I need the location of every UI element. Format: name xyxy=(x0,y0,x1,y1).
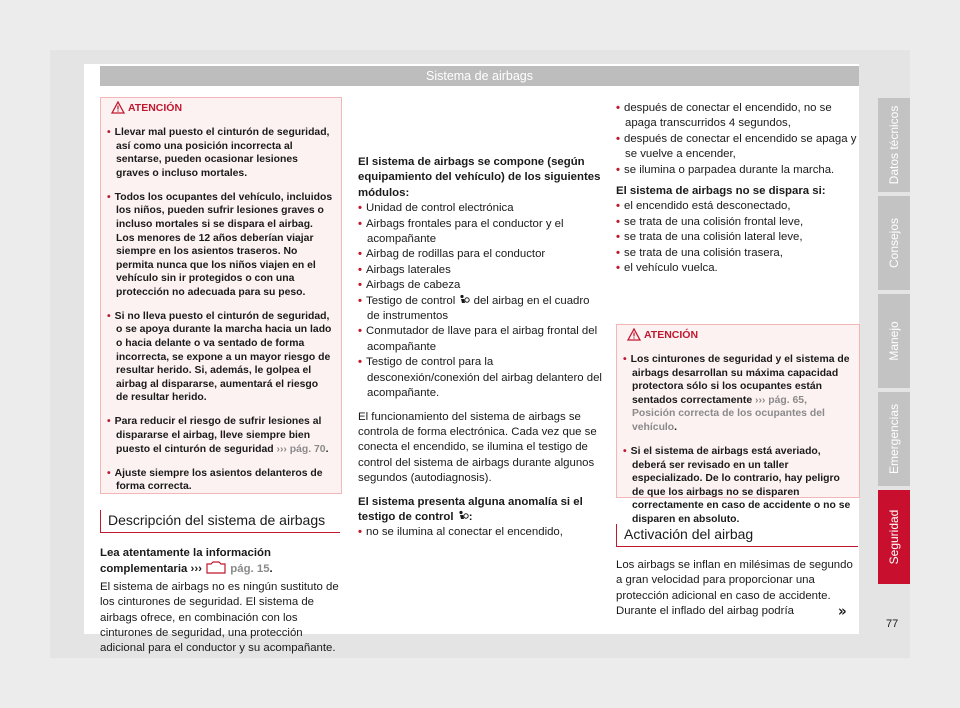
nofire-item: • se trata de una colisión trasera, xyxy=(616,246,783,259)
tab-manejo[interactable]: Manejo xyxy=(878,294,910,388)
warning-box-1 xyxy=(100,97,342,494)
intro-paragraph: Lea atentamente la información complementaria ››› pág. 15. xyxy=(100,547,273,576)
anomaly-item: • después de conectar el encendido, no se apaga transcurridos 4 segundos, xyxy=(616,102,832,130)
body-paragraph: El funcionamiento del sistema de airbags se controla de forma electrónica. Cada vez que se conecta el encendido, se ilumina el testigo de control del sistema de airbags durante algunos segundos (autodiagnosis). xyxy=(358,410,597,485)
warning-triangle-icon xyxy=(111,101,125,114)
module-item: • Airbags frontales para el conductor y el acompañante xyxy=(358,217,564,246)
warning-item: • Si el sistema de airbags está averiado, deberá ser revisado en un taller especializado. De lo contrario, hay peligro de que los airbags no se disparen correctamente en caso de accidente o no se disparen en absoluto. xyxy=(623,445,851,525)
warning-item: • Todos los ocupantes del vehículo, incluidos los niños, pueden sufrir lesiones graves o incluso mortales si se dispara el airbag. Los menores de 12 años deberían viajar siempre en los asientos traseros. No permita nunca que los niños viajen en el vehículo sin ir protegidos o con una protección no adecuada para su peso. xyxy=(107,191,333,298)
page-header: Sistema de airbags xyxy=(100,66,859,86)
modules-heading: El sistema de airbags se compone (según equipamiento del vehículo) de los siguientes módulos: xyxy=(358,156,601,199)
anomaly-item: • después de conectar el encendido se apaga y se vuelve a encender, xyxy=(616,132,857,161)
middle-column-text xyxy=(358,101,602,541)
page-reference-link[interactable]: pág. 15 xyxy=(230,563,270,576)
warning-item: • Si no lleva puesto el cinturón de seguridad, o se apoya durante la marcha hacia un lado o hacia delante o va sentado de forma incorrecta, se expone a un mayor riesgo de resultar herido. Si, además, le golpea el airbag al dispararse, aumentará el riesgo de resultar herido. xyxy=(107,310,332,404)
right-column-text xyxy=(616,101,858,276)
warning-item: • Los cinturones de seguridad y el sistema de airbags desarrollan su máxima capacidad protectora sólo si los ocupantes están sentados correctamente ››› pág. 65, Posición correcta de los ocupantes del vehículo. xyxy=(623,353,850,433)
tab-consejos[interactable]: Consejos xyxy=(878,196,910,290)
activation-text xyxy=(616,558,858,620)
anomaly-heading: El sistema presenta alguna anomalía si el testigo de control : xyxy=(358,495,583,523)
warning-item: • Llevar mal puesto el cinturón de seguridad, así como una posición incorrecta al sentarse, pueden ocasionar lesiones graves o incluso mortales. xyxy=(107,126,330,179)
anomaly-item: • no se ilumina al conectar el encendido, xyxy=(358,526,563,539)
body-paragraph: El sistema de airbags no es ningún sustituto de los cinturones de seguridad. El sistema de airbags ofrece, en combinación con los cinturones de seguridad, una protección adicional para el conductor y su acompañante. xyxy=(100,580,339,655)
warning-title xyxy=(644,329,859,343)
nofire-item: • el encendido está desconectado, xyxy=(616,200,791,213)
module-item: • Airbag de rodillas para el conductor xyxy=(358,248,546,261)
book-icon xyxy=(205,561,227,574)
airbag-warning-icon xyxy=(458,294,470,306)
module-item: • Airbags de cabeza xyxy=(358,279,461,292)
warning-item: • Ajuste siempre los asientos delanteros de forma correcta. xyxy=(107,467,323,493)
warning-title-text: ATENCIÓN xyxy=(644,329,699,341)
anomaly-item: • se ilumina o parpadea durante la marcha. xyxy=(616,163,835,176)
warning-item: • Para reducir el riesgo de sufrir lesiones al dispararse el airbag, lleve siempre bien puesto el cinturón de seguridad ››› pág. 70. xyxy=(107,416,329,455)
left-column-text xyxy=(100,546,342,657)
tab-datos-tecnicos[interactable]: Datos técnicos xyxy=(878,98,910,192)
nofire-item: • se trata de una colisión frontal leve, xyxy=(616,215,804,228)
airbag-warning-icon xyxy=(457,510,469,522)
body-paragraph: Los airbags se inflan en milésimas de segundo a gran velocidad para proporcionar una protección adicional en caso de accidente. Durante el inflado del airbag podría xyxy=(616,559,853,618)
nofire-heading: El sistema de airbags no se dispara si: xyxy=(616,185,826,198)
warning-title-text: ATENCIÓN xyxy=(128,102,183,114)
section-heading-activation: Activación del airbag xyxy=(616,524,858,547)
nofire-item: • se trata de una colisión lateral leve, xyxy=(616,231,803,244)
module-item: • Testigo de control para la desconexión/conexión del airbag delantero del acompañante. xyxy=(358,356,602,400)
tab-emergencias[interactable]: Emergencias xyxy=(878,392,910,486)
nofire-item: • el vehículo vuelca. xyxy=(616,262,718,275)
module-item: • Unidad de control electrónica xyxy=(358,202,514,215)
page-reference-link[interactable]: ››› pág. 65, Posición correcta de los ocupantes del vehículo xyxy=(632,394,825,433)
page-reference-link[interactable]: ››› pág. 70 xyxy=(276,443,326,455)
module-item: • Airbags laterales xyxy=(358,263,451,276)
tab-seguridad[interactable]: Seguridad xyxy=(878,490,910,584)
warning-triangle-icon xyxy=(627,328,641,341)
page-number: 77 xyxy=(886,618,899,630)
continue-arrow: » xyxy=(838,602,847,620)
module-item: • Conmutador de llave para el airbag frontal del acompañante xyxy=(358,325,598,353)
warning-box-2 xyxy=(616,324,860,525)
warning-title xyxy=(128,102,341,116)
module-item: • Testigo de control del airbag en el cuadro de instrumentos xyxy=(358,294,590,323)
section-heading-description: Descripción del sistema de airbags xyxy=(100,510,340,533)
